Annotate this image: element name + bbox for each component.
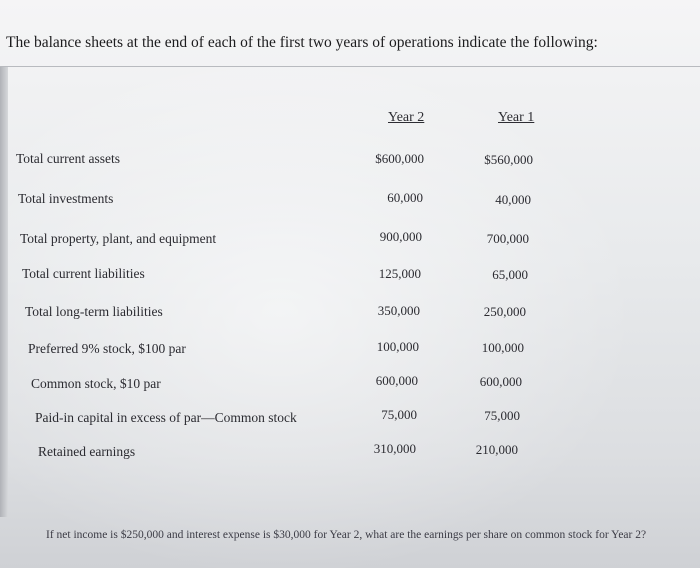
title-divider [0,66,700,67]
value-year2-preferred-stock: 100,000 [376,339,419,354]
value-year2-total-investments: 60,000 [387,190,423,205]
value-year1-paid-in-capital: 75,000 [484,408,520,423]
value-year1-total-ppe: 700,000 [486,231,529,246]
row-label-total-ppe: Total property, plant, and equipment [20,231,217,246]
value-year1-retained-earnings: 210,000 [475,442,518,457]
value-year2-total-ppe: 900,000 [379,229,422,244]
column-header-year1: Year 1 [498,110,535,125]
row-label-common-stock: Common stock, $10 par [31,376,161,391]
value-year2-total-current-liabilities: 125,000 [378,266,421,281]
value-year1-total-current-liabilities: 65,000 [492,267,528,282]
value-year1-total-investments: 40,000 [495,192,531,207]
row-label-total-long-term-liabilities: Total long-term liabilities [25,304,163,319]
value-year1-total-long-term-liabilities: 250,000 [483,304,526,319]
value-year1-total-current-assets: $560,000 [484,152,533,167]
value-year2-retained-earnings: 310,000 [373,441,416,456]
problem-title: The balance sheets at the end of each of the first two years of operations indicate the following: [6,34,598,51]
value-year2-total-current-assets: $600,000 [375,151,424,166]
row-label-preferred-stock: Preferred 9% stock, $100 par [28,341,186,356]
row-label-retained-earnings: Retained earnings [38,444,136,459]
value-year1-preferred-stock: 100,000 [481,340,524,355]
row-label-total-investments: Total investments [18,191,114,206]
value-year2-paid-in-capital: 75,000 [381,407,417,422]
left-margin-rule [0,67,8,517]
column-header-year2: Year 2 [388,110,425,125]
question-text: If net income is $250,000 and interest expense is $30,000 for Year 2, what are the earnings per share on common stock for Year 2? [46,529,647,541]
value-year2-total-long-term-liabilities: 350,000 [377,303,420,318]
value-year1-common-stock: 600,000 [479,374,522,389]
row-label-total-current-assets: Total current assets [16,151,121,166]
row-label-paid-in-capital: Paid-in capital in excess of par—Common stock [35,410,297,425]
row-label-total-current-liabilities: Total current liabilities [22,266,145,281]
value-year2-common-stock: 600,000 [375,373,418,388]
